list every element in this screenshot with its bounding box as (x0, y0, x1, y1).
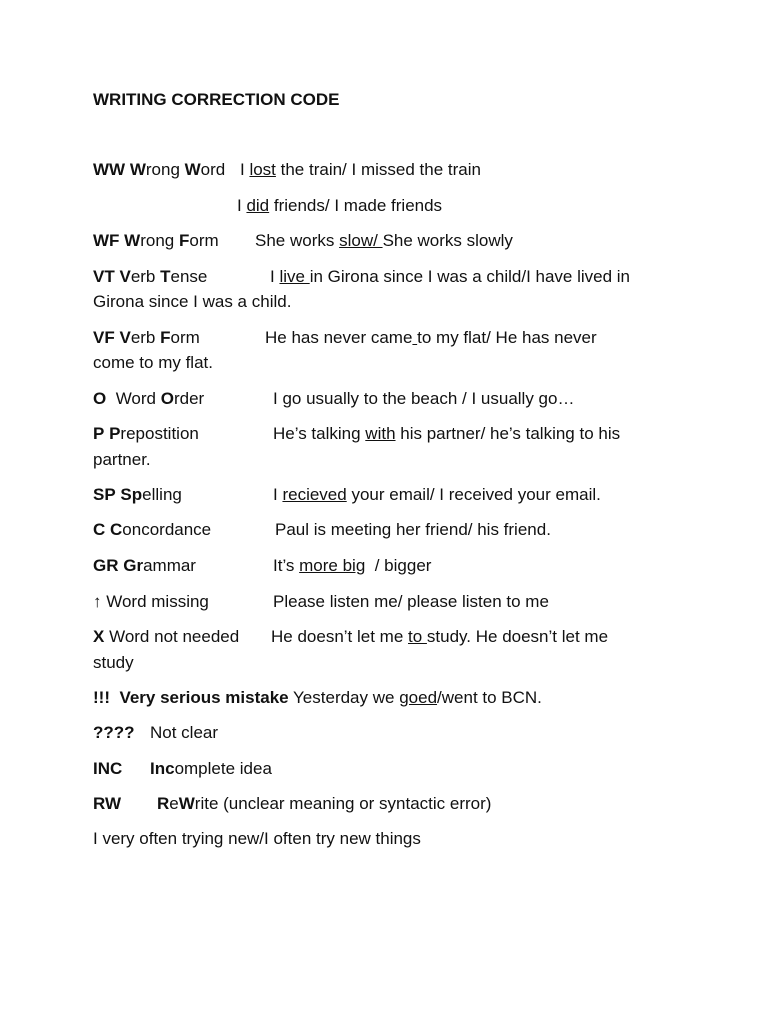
entry-c-example: Paul is meeting her friend/ his friend. (275, 520, 551, 539)
entry-gr-example: It’s more big / bigger (273, 556, 432, 575)
entry-vf-example: He has never came to my flat/ He has never (265, 328, 597, 347)
entry-p-continuation: partner. (93, 450, 151, 469)
final-example: I very often trying new/I often try new things (93, 829, 421, 848)
entry-sp: SP Spelling (93, 485, 182, 504)
entry-vt: VT Verb Tense (93, 267, 208, 286)
entry-inc: INC (93, 759, 123, 778)
entry-x-example: He doesn’t let me to study. He doesn’t let me (271, 627, 609, 646)
entry-c: C Concordance (93, 520, 212, 539)
up-arrow-icon: ↑ (93, 592, 102, 611)
entry-vf-continuation: come to my flat. (93, 353, 213, 372)
entry-vt-continuation: Girona since I was a child. (93, 292, 292, 311)
entry-vf: VF Verb Form (93, 328, 200, 347)
entry-p-example: He’s talking with his partner/ he’s talking to his (273, 424, 621, 443)
entry-x-continuation: study (93, 653, 134, 672)
entry-inc-label: Incomplete idea (150, 759, 272, 778)
entry-ww: WW Wrong Word I lost the train/ I missed the train (93, 160, 481, 179)
entry-word-missing-example: Please listen me/ please listen to me (273, 592, 549, 611)
entry-x: X Word not needed (93, 627, 240, 646)
entry-sp-example: I recieved your email/ I received your email. (273, 485, 601, 504)
code-ww: WW (93, 160, 126, 179)
entry-serious-mistake: !!! Very serious mistake Yesterday we goed/went to BCN. (93, 688, 542, 707)
entry-rw-label: ReWrite (unclear meaning or syntactic error) (157, 794, 492, 813)
entry-not-clear: ???? (93, 723, 135, 742)
entry-o-example: I go usually to the beach / I usually go… (273, 389, 575, 408)
entry-ww-example-2: I did friends/ I made friends (237, 196, 443, 215)
entry-wf-example: She works slow/ She works slowly (255, 231, 513, 250)
page-title: WRITING CORRECTION CODE (93, 90, 340, 109)
entry-wf: WF Wrong Form (93, 231, 219, 250)
entry-o: O Word Order (93, 389, 205, 408)
entry-not-clear-label: Not clear (150, 723, 219, 742)
entry-rw: RW (93, 794, 122, 813)
entry-word-missing: ↑ Word missing (93, 592, 209, 611)
entry-gr: GR Grammar (93, 556, 196, 575)
entry-p: P Prepostition (93, 424, 199, 443)
entry-vt-example: I live in Girona since I was a child/I have lived in (270, 267, 631, 286)
